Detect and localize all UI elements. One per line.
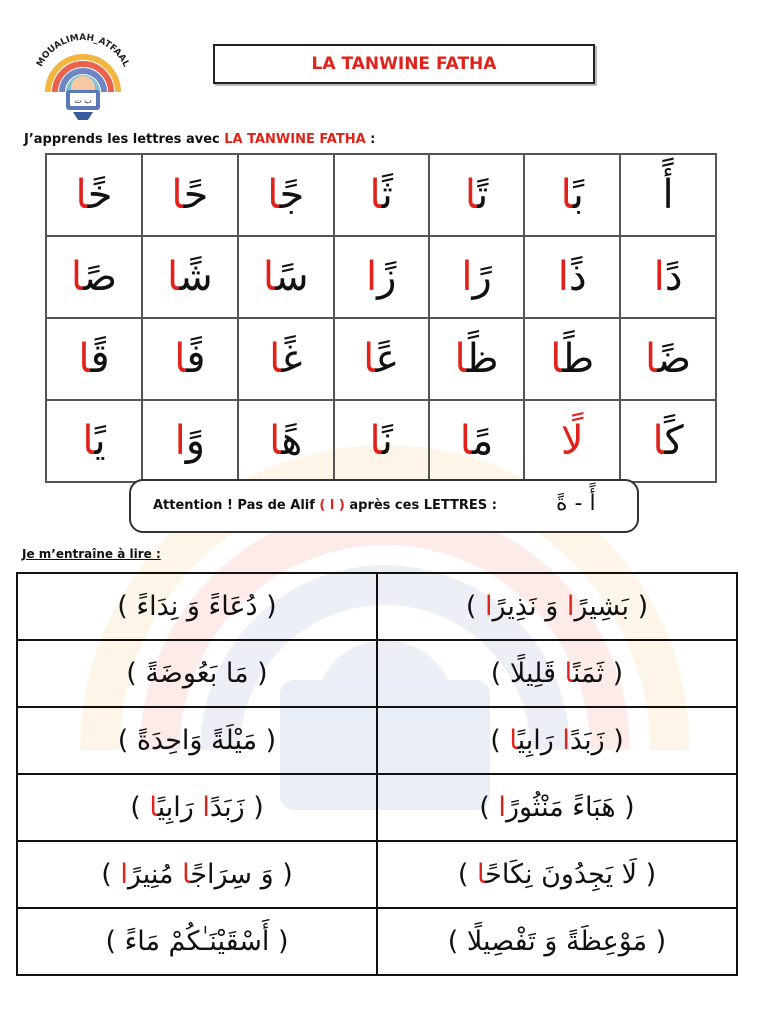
letter-cell: [524, 318, 620, 400]
practice-row: [17, 908, 737, 975]
letter-tanwin: ًا: [82, 418, 95, 464]
attention-text: Attention ! Pas de Alif ( ا ) après ces LETTRES :: [153, 498, 497, 513]
letter-cell: [142, 318, 238, 400]
letter-row: [46, 154, 716, 236]
phrase-text: ( ثَمَنً: [572, 658, 624, 689]
letter-base: ب: [572, 172, 584, 218]
letter-tanwin: ًا: [167, 254, 180, 300]
letter-base: أ: [662, 172, 674, 218]
letter-base: ه: [281, 418, 303, 464]
practice-phrase: [377, 707, 737, 774]
letter-base: ن: [381, 418, 393, 464]
practice-table: [16, 572, 738, 976]
phrase-text: مُنِيرً: [127, 859, 183, 890]
practice-phrase: [17, 908, 377, 975]
letter-cell: [142, 400, 238, 482]
intro-text: J’apprends les lettres avec LA TANWINE FATHA :: [24, 132, 376, 147]
logo: [28, 30, 138, 125]
letter-tanwin: ًا: [174, 418, 186, 464]
letter-base: ث: [381, 172, 393, 218]
letter-tanwin: ًا: [78, 336, 91, 382]
letter-cell: [46, 236, 142, 318]
tanwin-alif: ا: [182, 859, 191, 890]
phrase-text: ): [130, 792, 150, 823]
phrase-text: ( دُعَاءً وَ نِدَاءً ): [117, 591, 277, 622]
letter-tanwin: ًا: [550, 336, 563, 382]
letter-tanwin: ًا: [461, 254, 473, 300]
phrase-text: ( مَوْعِظَةً وَ تَفْصِيلً: [466, 926, 667, 957]
practice-phrase: [377, 908, 737, 975]
tanwin-alif: ا: [564, 658, 573, 689]
letter-tanwin: ًا: [365, 254, 378, 300]
phrase-text: ( لَا يَجِدُونَ نِكَاحً: [485, 859, 657, 890]
letter-cell: [620, 154, 716, 236]
phrase-text: قَلِيلً: [509, 658, 565, 689]
letter-base: ش: [179, 254, 213, 300]
letter-base: ق: [90, 336, 110, 382]
letter-cell: [620, 318, 716, 400]
tanwin-alif: ا: [562, 725, 570, 756]
letter-tanwin: ًا: [269, 336, 282, 382]
practice-label: Je m’entraîne à lire :: [22, 547, 161, 561]
letter-cell: [238, 400, 334, 482]
letter-cell: [429, 154, 525, 236]
letter-cell: [238, 318, 334, 400]
letter-cell: [429, 400, 525, 482]
practice-phrase: [17, 640, 377, 707]
phrase-text: ( أَسْقَيْنَـٰكُمْ مَاءً ): [105, 926, 289, 957]
practice-phrase: [377, 841, 737, 908]
letter-tanwin: ًا: [174, 336, 187, 382]
letter-tanwin: ًا: [454, 336, 467, 382]
phrase-text: وَ نَذِيرً: [492, 591, 567, 622]
practice-phrase: [377, 774, 737, 841]
letter-tanwin: ًا: [171, 172, 184, 218]
letter-cell: [334, 236, 429, 318]
letter-row: [46, 400, 716, 482]
letter-tanwin: لًا: [560, 418, 584, 464]
phrase-text: ( مَا بَعُوضَةً ): [126, 658, 268, 689]
letter-base: ز: [377, 254, 397, 300]
letter-cell: [334, 400, 429, 482]
letter-base: ذ: [568, 254, 587, 300]
phrase-text: ( مَيْلَةً وَاحِدَةً ): [117, 725, 277, 756]
practice-row: [17, 640, 737, 707]
letter-tanwin: ًا: [369, 172, 382, 218]
practice-row: [17, 707, 737, 774]
letter-tanwin: ًا: [652, 418, 665, 464]
letter-cell: [238, 154, 334, 236]
letter-tanwin: ًا: [644, 336, 658, 382]
letter-base: ع: [375, 336, 400, 382]
practice-phrase: [377, 640, 737, 707]
letter-base: ف: [186, 336, 206, 382]
letter-row: [46, 318, 716, 400]
letter-tanwin: ًا: [269, 418, 282, 464]
letter-cell: [142, 236, 238, 318]
letter-cell: [334, 318, 429, 400]
tanwin-alif: ا: [476, 859, 486, 890]
phrase-text: رَابِيً: [157, 792, 203, 823]
practice-phrase: [377, 573, 737, 640]
letter-base: ظ: [466, 336, 499, 382]
letter-base: ص: [83, 254, 118, 300]
phrase-text: ): [447, 926, 467, 957]
letter-base: ر: [472, 254, 492, 300]
letter-base: د: [664, 254, 683, 300]
tanwin-alif: ا: [120, 859, 128, 890]
tanwin-alif: ا: [202, 792, 210, 823]
practice-phrase: [17, 774, 377, 841]
phrase-text: ( وَ سِرَاجً: [190, 859, 293, 890]
letter-tanwin: ًا: [560, 172, 573, 218]
letter-tanwin: ًا: [70, 254, 84, 300]
letter-base: ح: [183, 172, 209, 218]
phrase-text: رَابِيً: [517, 725, 563, 756]
letter-tanwin: ًا: [369, 418, 382, 464]
letter-tanwin: ًا: [75, 172, 88, 218]
letter-cell: [524, 236, 620, 318]
letter-cell: [334, 154, 429, 236]
letter-cell: [524, 154, 620, 236]
letter-cell: [46, 318, 142, 400]
practice-phrase: [17, 573, 377, 640]
letter-cell: [429, 318, 525, 400]
letter-tanwin: ًا: [363, 336, 376, 382]
tanwin-alif: ا: [566, 591, 575, 622]
practice-phrase: [17, 707, 377, 774]
tanwin-alif: ا: [498, 792, 506, 823]
letter-tanwin: ًا: [464, 172, 478, 218]
letter-tanwin: ًا: [262, 254, 276, 300]
tanwin-alif: ا: [485, 591, 493, 622]
practice-row: [17, 573, 737, 640]
letter-base: و: [185, 418, 206, 464]
tanwin-alif: ا: [509, 725, 518, 756]
letter-base: غ: [281, 336, 303, 382]
phrase-text: ( زَبَدً: [209, 792, 264, 823]
phrase-text: ): [490, 725, 510, 756]
phrase-text: ( زَبَدً: [569, 725, 624, 756]
letter-base: خ: [87, 172, 113, 218]
letter-cell: [524, 400, 620, 482]
letter-tanwin: ًا: [267, 172, 280, 218]
letter-cell: [46, 400, 142, 482]
practice-phrase: [17, 841, 377, 908]
page-title: LA TANWINE FATHA: [213, 44, 595, 84]
attention-letters: أً - ةً: [556, 491, 596, 516]
phrase-text: ): [479, 792, 499, 823]
letter-row: [46, 236, 716, 318]
svg-text:ب ت: ب ت: [74, 96, 92, 105]
letter-cell: [620, 236, 716, 318]
letter-cell: [429, 236, 525, 318]
letter-base: ت: [477, 172, 489, 218]
phrase-text: ): [465, 591, 485, 622]
tanwin-alif: ا: [149, 792, 158, 823]
letter-cell: [46, 154, 142, 236]
attention-box: [129, 479, 639, 533]
letter-base: ض: [657, 336, 692, 382]
practice-row: [17, 774, 737, 841]
letter-base: م: [471, 418, 494, 464]
svg-text:MOUALIMAH_ATFAAL: MOUALIMAH_ATFAAL: [35, 32, 131, 69]
letter-base: ط: [562, 336, 595, 382]
phrase-text: ): [457, 859, 477, 890]
phrase-text: ): [490, 658, 510, 689]
phrase-text: ( هَبَاءً مَنْثُورً: [505, 792, 635, 823]
letter-grid: [45, 153, 717, 483]
letter-base: س: [275, 254, 309, 300]
letter-base: ج: [279, 172, 305, 218]
letter-cell: [620, 400, 716, 482]
practice-row: [17, 841, 737, 908]
letter-tanwin: ًا: [459, 418, 472, 464]
phrase-text: ( بَشِيرً: [574, 591, 649, 622]
letter-cell: [238, 236, 334, 318]
letter-base: ي: [94, 418, 106, 464]
letter-base: ك: [664, 418, 684, 464]
letter-tanwin: ًا: [557, 254, 569, 300]
letter-tanwin: ًا: [653, 254, 665, 300]
phrase-text: ): [101, 859, 121, 890]
letter-cell: [142, 154, 238, 236]
